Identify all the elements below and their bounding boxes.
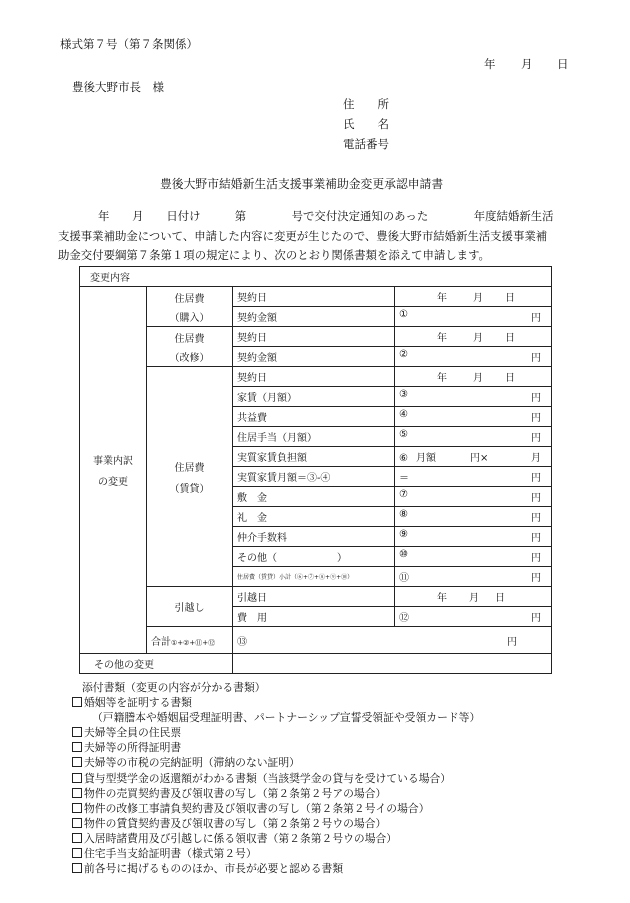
attachment-text: 貸与型奨学金の返還額がわかる書類（当該奨学金の貸与を受けている場合） xyxy=(84,771,452,785)
rental-subtotal-label: 住居費（賃貸）小計（⑥+⑦+⑧+⑨+⑩） xyxy=(233,567,395,587)
attachment-item[interactable] xyxy=(72,771,480,786)
change-content-header: 変更内容 xyxy=(80,267,552,287)
attachment-item[interactable] xyxy=(72,695,480,710)
yen-unit: 円 xyxy=(531,613,541,624)
rental-contract-date-label: 契約日 xyxy=(233,367,395,387)
rent-label: 家賃（月額） xyxy=(233,387,395,407)
attachment-text: 婚姻等を証明する書類 xyxy=(84,696,192,710)
burden-monthly: 月額 xyxy=(415,453,436,464)
date-year: 年 xyxy=(484,57,496,71)
renovation-amount-field[interactable] xyxy=(395,347,552,367)
ymd-year: 年 xyxy=(437,593,447,604)
checkbox-icon[interactable] xyxy=(72,697,82,707)
section-label-line1: 事業内訳 xyxy=(93,456,133,467)
attachment-text: 夫婦等の所得証明書 xyxy=(84,741,182,755)
document-title: 豊後大野市結婚新生活支援事業補助金変更承認申請書 xyxy=(160,177,444,191)
checkbox-icon[interactable] xyxy=(72,773,82,783)
num-12: ⑫ xyxy=(399,613,409,624)
num-4: ④ xyxy=(399,409,408,420)
yen-unit: 円 xyxy=(531,573,541,584)
key-money-field[interactable] xyxy=(395,507,552,527)
yen-unit: 円 xyxy=(531,553,541,564)
attachment-text: 物件の改修工事請負契約書及び領収書の写し（第２条第２号イの場合） xyxy=(84,801,430,815)
num-8: ⑧ xyxy=(399,509,408,520)
total-label: 合計 xyxy=(151,636,171,648)
attachment-note: （戸籍謄本や婚姻届受理証明書、パートナーシップ宣誓受領証や受領カード等） xyxy=(92,711,481,725)
renovation-label xyxy=(147,327,233,367)
burden-times: 円× xyxy=(469,453,489,464)
rental-label-1: 住居費 xyxy=(174,462,205,474)
attachment-item[interactable] xyxy=(72,816,480,831)
rent-field[interactable] xyxy=(395,387,552,407)
ymd-month: 月 xyxy=(469,593,479,604)
real-rent-monthly-label: 実質家賃月額＝③-④ xyxy=(233,467,395,487)
moving-date-field[interactable] xyxy=(395,587,552,607)
rental-label-2: （賃貸） xyxy=(169,483,210,495)
num-5: ⑤ xyxy=(399,429,408,440)
applicant-phone-label: 電話番号 xyxy=(343,137,389,151)
ymd-day: 日 xyxy=(505,373,515,384)
renovation-label-2: （改修） xyxy=(169,352,210,364)
body-line-1: 年 月 日付け 第 号で交付決定通知のあった 年度結婚新生活 xyxy=(98,209,554,223)
num-11: ⑪ xyxy=(399,573,409,584)
addressee: 豊後大野市長 様 xyxy=(72,80,164,94)
total-formula: ①+②+⑪+⑫ xyxy=(171,638,216,647)
ymd-month: 月 xyxy=(473,333,483,344)
housing-allowance-field[interactable] xyxy=(395,427,552,447)
moving-cost-field[interactable] xyxy=(395,607,552,627)
other-changes-field[interactable] xyxy=(233,654,552,674)
agency-fee-field[interactable] xyxy=(395,527,552,547)
moving-label: 引越し xyxy=(147,587,233,627)
checkbox-icon[interactable] xyxy=(72,803,82,813)
change-table xyxy=(79,266,552,674)
yen-unit: 円 xyxy=(531,313,541,324)
ymd-month: 月 xyxy=(473,373,483,384)
applicant-address-label: 住 所 xyxy=(343,97,389,111)
attachment-text: 住宅手当支給証明書（様式第２号） xyxy=(84,847,257,861)
renovation-contract-date-label: 契約日 xyxy=(233,327,395,347)
attachments-title: 添付書類（変更の内容が分かる書類） xyxy=(82,681,266,694)
equals-sign: ＝ xyxy=(399,473,409,484)
attachment-text: 物件の賃貸契約書及び領収書の写し（第２条第２号ウの場合） xyxy=(84,816,387,830)
purchase-contract-date-label: 契約日 xyxy=(233,287,395,307)
deposit-field[interactable] xyxy=(395,487,552,507)
applicant-name-label: 氏 名 xyxy=(343,117,389,131)
attachment-text: 前各号に掲げるもののほか、市長が必要と認める書類 xyxy=(84,862,344,876)
attachment-text: 入居時諸費用及び引越しに係る領収書（第２条第２号ウの場合） xyxy=(84,831,398,845)
ymd-year: 年 xyxy=(437,333,447,344)
housing-allowance-label: 住居手当（月額） xyxy=(233,427,395,447)
section-label-cell xyxy=(80,287,147,654)
purchase-label-2: （購入） xyxy=(169,312,210,324)
other-fee-label: その他（ ） xyxy=(233,547,395,567)
moving-date-label: 引越日 xyxy=(233,587,395,607)
purchase-label xyxy=(147,287,233,327)
ymd-year: 年 xyxy=(437,373,447,384)
attachment-item[interactable] xyxy=(72,831,480,846)
body-line-3: 助金交付要綱第７条第１項の規定により、次のとおり関係書類を添えて申請します。 xyxy=(58,248,490,262)
real-rent-monthly-field[interactable] xyxy=(395,467,552,487)
num-9: ⑨ xyxy=(399,529,408,540)
key-money-label: 礼 金 xyxy=(233,507,395,527)
body-line-2: 支援事業補助金について、申請した内容に変更が生じたので、豊後大野市結婚新生活支援事業補 xyxy=(58,228,548,243)
form-number: 様式第７号（第７条関係） xyxy=(60,37,198,51)
other-fee-field[interactable] xyxy=(395,547,552,567)
attachment-item[interactable] xyxy=(72,725,480,740)
checkbox-icon[interactable] xyxy=(72,818,82,828)
real-rent-burden-label: 実質家賃負担額 xyxy=(233,447,395,467)
attachment-item[interactable] xyxy=(72,801,480,816)
ymd-day: 日 xyxy=(505,333,515,344)
attachment-item[interactable] xyxy=(72,846,480,861)
num-2: ② xyxy=(399,349,408,360)
num-10: ⑩ xyxy=(399,549,408,560)
body-paragraph xyxy=(58,207,578,266)
rental-subtotal-field[interactable] xyxy=(395,567,552,587)
agency-fee-label: 仲介手数料 xyxy=(233,527,395,547)
yen-unit: 円 xyxy=(531,353,541,364)
rental-label xyxy=(147,367,233,587)
ymd-day: 日 xyxy=(495,593,505,604)
common-fee-label: 共益費 xyxy=(233,407,395,427)
checkbox-icon[interactable] xyxy=(72,833,82,843)
checkbox-icon[interactable] xyxy=(72,757,82,767)
yen-unit: 円 xyxy=(531,473,541,484)
attachment-item[interactable] xyxy=(72,755,480,770)
checkbox-icon[interactable] xyxy=(72,742,82,752)
section-label-line2: の変更 xyxy=(98,477,128,488)
attachment-text: 夫婦等全員の住民票 xyxy=(84,726,182,740)
rental-contract-date-field[interactable] xyxy=(395,367,552,387)
real-rent-burden-field[interactable] xyxy=(395,447,552,467)
date-day: 日 xyxy=(557,57,569,71)
purchase-label-1: 住居費 xyxy=(174,293,205,305)
checkbox-icon[interactable] xyxy=(72,863,82,873)
checkbox-icon[interactable] xyxy=(72,788,82,798)
checkbox-icon[interactable] xyxy=(72,727,82,737)
yen-unit: 円 xyxy=(531,393,541,404)
purchase-amount-field[interactable] xyxy=(395,307,552,327)
deposit-label: 敷 金 xyxy=(233,487,395,507)
ymd-day: 日 xyxy=(505,293,515,304)
burden-month: 月 xyxy=(531,453,541,464)
num-1: ① xyxy=(399,309,408,320)
purchase-contract-date-field[interactable] xyxy=(395,287,552,307)
moving-cost-label: 費 用 xyxy=(233,607,395,627)
num-3: ③ xyxy=(399,389,408,400)
attachment-text: 夫婦等の市税の完納証明（滞納のない証明） xyxy=(84,756,300,770)
total-label-cell xyxy=(147,627,233,654)
attachment-item[interactable] xyxy=(72,786,480,801)
renovation-label-1: 住居費 xyxy=(174,333,205,345)
date-month: 月 xyxy=(521,57,533,71)
num-7: ⑦ xyxy=(399,489,408,500)
total-field[interactable] xyxy=(233,627,552,654)
yen-unit: 円 xyxy=(531,513,541,524)
yen-unit: 円 xyxy=(531,433,541,444)
renovation-contract-date-field[interactable] xyxy=(395,327,552,347)
common-fee-field[interactable] xyxy=(395,407,552,427)
attachment-item[interactable] xyxy=(72,740,480,755)
num-13: ⑬ xyxy=(237,636,247,648)
ymd-month: 月 xyxy=(473,293,483,304)
purchase-contract-amount-label: 契約金額 xyxy=(233,307,395,327)
attachment-item[interactable] xyxy=(72,861,480,876)
yen-unit: 円 xyxy=(531,413,541,424)
yen-unit: 円 xyxy=(507,636,517,648)
attachment-text: 物件の売買契約書及び領収書の写し（第２条第２号アの場合） xyxy=(84,786,387,800)
checkbox-icon[interactable] xyxy=(72,848,82,858)
other-changes-label: その他の変更 xyxy=(80,654,233,674)
ymd-year: 年 xyxy=(437,293,447,304)
yen-unit: 円 xyxy=(531,493,541,504)
renovation-contract-amount-label: 契約金額 xyxy=(233,347,395,367)
attachments-list xyxy=(72,680,480,876)
yen-unit: 円 xyxy=(531,533,541,544)
num-6: ⑥ xyxy=(399,453,408,464)
